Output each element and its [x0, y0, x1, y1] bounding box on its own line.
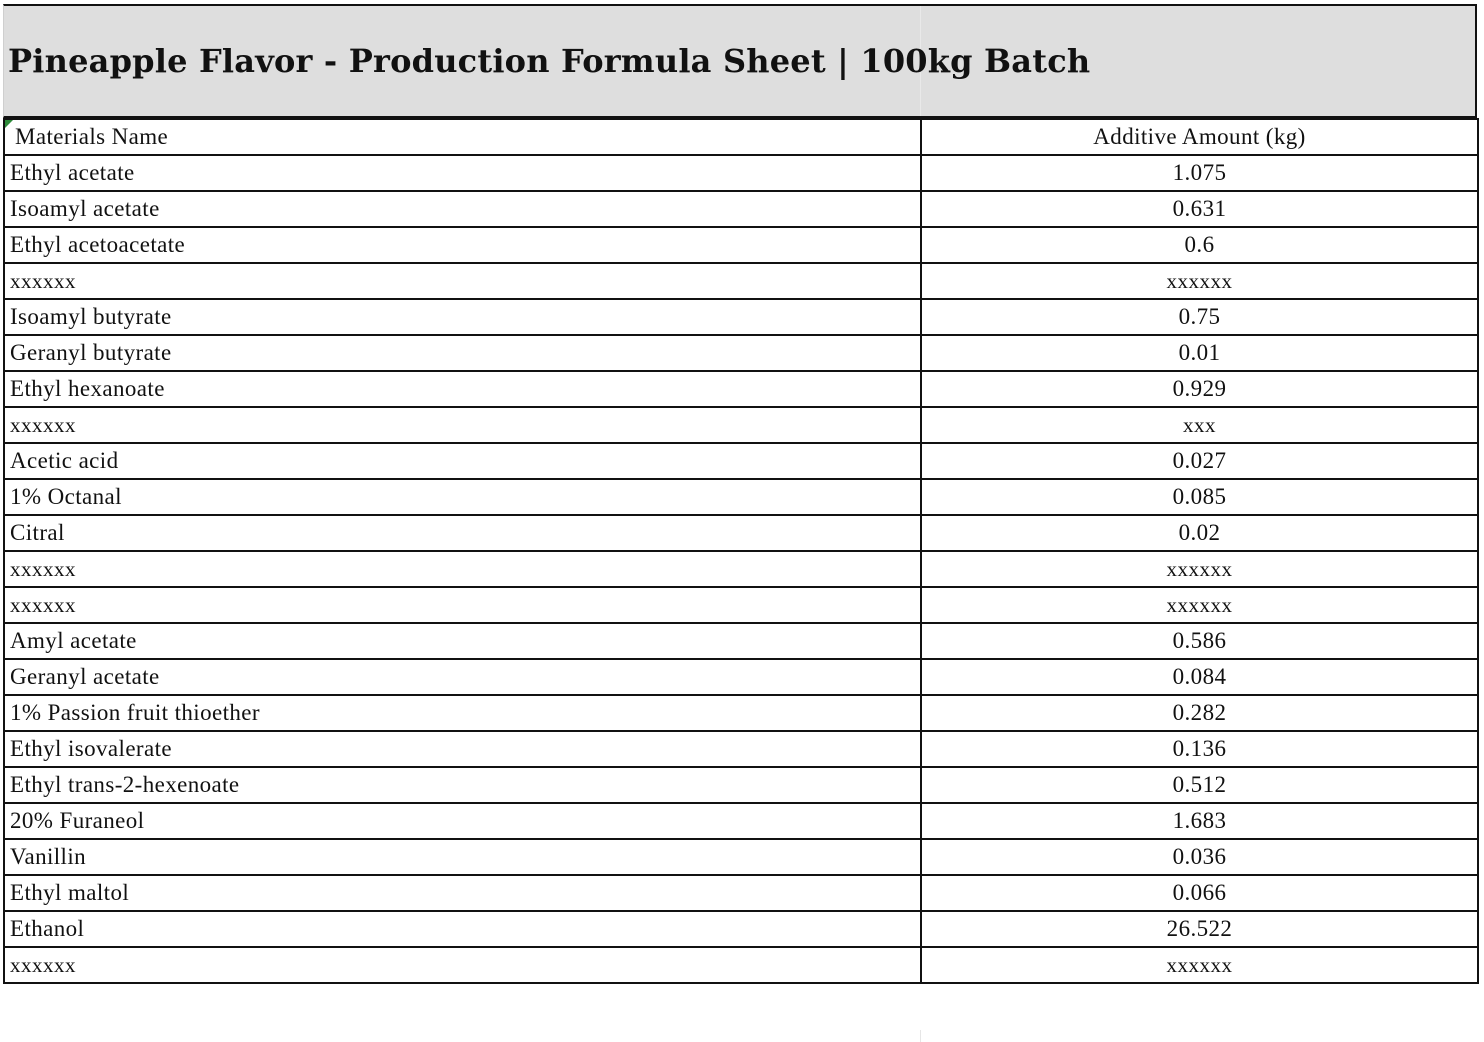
additive-amount-cell[interactable]: 26.522	[921, 911, 1478, 947]
table-row	[4, 839, 1478, 875]
column-header-label: Materials Name	[15, 124, 169, 149]
header-row	[4, 119, 1478, 155]
table-row	[4, 227, 1478, 263]
material-name-cell[interactable]: 1% Octanal	[4, 479, 921, 515]
material-name-cell[interactable]: xxxxxx	[4, 263, 921, 299]
sheet-title: Pineapple Flavor - Production Formula Sheet | 100kg Batch	[8, 42, 1091, 80]
table-row	[4, 767, 1478, 803]
additive-amount-cell[interactable]: 0.282	[921, 695, 1478, 731]
material-name-cell[interactable]: Ethyl acetoacetate	[4, 227, 921, 263]
table-row	[4, 731, 1478, 767]
additive-amount-cell[interactable]: 0.6	[921, 227, 1478, 263]
material-name-cell[interactable]: Ethyl acetate	[4, 155, 921, 191]
formula-table	[3, 118, 1479, 984]
additive-amount-cell[interactable]: 0.631	[921, 191, 1478, 227]
material-name-cell[interactable]: xxxxxx	[4, 587, 921, 623]
table-row	[4, 623, 1478, 659]
material-name-cell[interactable]: Isoamyl acetate	[4, 191, 921, 227]
additive-amount-cell[interactable]: xxxxxx	[921, 551, 1478, 587]
title-cell[interactable]	[3, 4, 1477, 118]
table-row	[4, 587, 1478, 623]
material-name-cell[interactable]: Ethyl hexanoate	[4, 371, 921, 407]
table-row	[4, 515, 1478, 551]
material-name-cell[interactable]: 1% Passion fruit thioether	[4, 695, 921, 731]
table-row	[4, 263, 1478, 299]
material-name-cell[interactable]: xxxxxx	[4, 551, 921, 587]
material-name-cell[interactable]: Geranyl acetate	[4, 659, 921, 695]
gridline	[920, 1030, 921, 1042]
material-name-cell[interactable]: Vanillin	[4, 839, 921, 875]
additive-amount-cell[interactable]: 0.066	[921, 875, 1478, 911]
column-header-label: Additive Amount (kg)	[1093, 124, 1306, 149]
additive-amount-cell[interactable]: 0.136	[921, 731, 1478, 767]
material-name-cell[interactable]: Acetic acid	[4, 443, 921, 479]
additive-amount-cell[interactable]: 0.027	[921, 443, 1478, 479]
table-row	[4, 299, 1478, 335]
additive-amount-cell[interactable]: 0.084	[921, 659, 1478, 695]
table-row	[4, 803, 1478, 839]
spreadsheet	[3, 4, 1477, 984]
additive-amount-cell[interactable]: xxxxxx	[921, 263, 1478, 299]
additive-amount-cell[interactable]: xxx	[921, 407, 1478, 443]
material-name-cell[interactable]: xxxxxx	[4, 947, 921, 983]
material-name-cell[interactable]: 20% Furaneol	[4, 803, 921, 839]
material-name-cell[interactable]: Ethyl maltol	[4, 875, 921, 911]
material-name-cell[interactable]: Citral	[4, 515, 921, 551]
column-header-additive-amount[interactable]	[921, 119, 1478, 155]
additive-amount-cell[interactable]: 1.075	[921, 155, 1478, 191]
additive-amount-cell[interactable]: 0.036	[921, 839, 1478, 875]
table-row	[4, 479, 1478, 515]
material-name-cell[interactable]: Ethanol	[4, 911, 921, 947]
additive-amount-cell[interactable]: 0.929	[921, 371, 1478, 407]
column-header-materials-name[interactable]	[4, 119, 921, 155]
material-name-cell[interactable]: Amyl acetate	[4, 623, 921, 659]
table-row	[4, 551, 1478, 587]
table-row	[4, 947, 1478, 983]
table-row	[4, 407, 1478, 443]
additive-amount-cell[interactable]: 0.512	[921, 767, 1478, 803]
additive-amount-cell[interactable]: 1.683	[921, 803, 1478, 839]
table-row	[4, 371, 1478, 407]
additive-amount-cell[interactable]: 0.01	[921, 335, 1478, 371]
material-name-cell[interactable]: Geranyl butyrate	[4, 335, 921, 371]
additive-amount-cell[interactable]: 0.02	[921, 515, 1478, 551]
cell-comment-marker-icon	[5, 120, 13, 128]
additive-amount-cell[interactable]: 0.085	[921, 479, 1478, 515]
additive-amount-cell[interactable]: 0.75	[921, 299, 1478, 335]
additive-amount-cell[interactable]: 0.586	[921, 623, 1478, 659]
table-row	[4, 659, 1478, 695]
table-row	[4, 335, 1478, 371]
table-row	[4, 911, 1478, 947]
material-name-cell[interactable]: xxxxxx	[4, 407, 921, 443]
table-row	[4, 695, 1478, 731]
table-row	[4, 875, 1478, 911]
material-name-cell[interactable]: Ethyl trans-2-hexenoate	[4, 767, 921, 803]
additive-amount-cell[interactable]: xxxxxx	[921, 587, 1478, 623]
table-row	[4, 443, 1478, 479]
additive-amount-cell[interactable]: xxxxxx	[921, 947, 1478, 983]
table-row	[4, 191, 1478, 227]
material-name-cell[interactable]: Isoamyl butyrate	[4, 299, 921, 335]
table-row	[4, 155, 1478, 191]
material-name-cell[interactable]: Ethyl isovalerate	[4, 731, 921, 767]
